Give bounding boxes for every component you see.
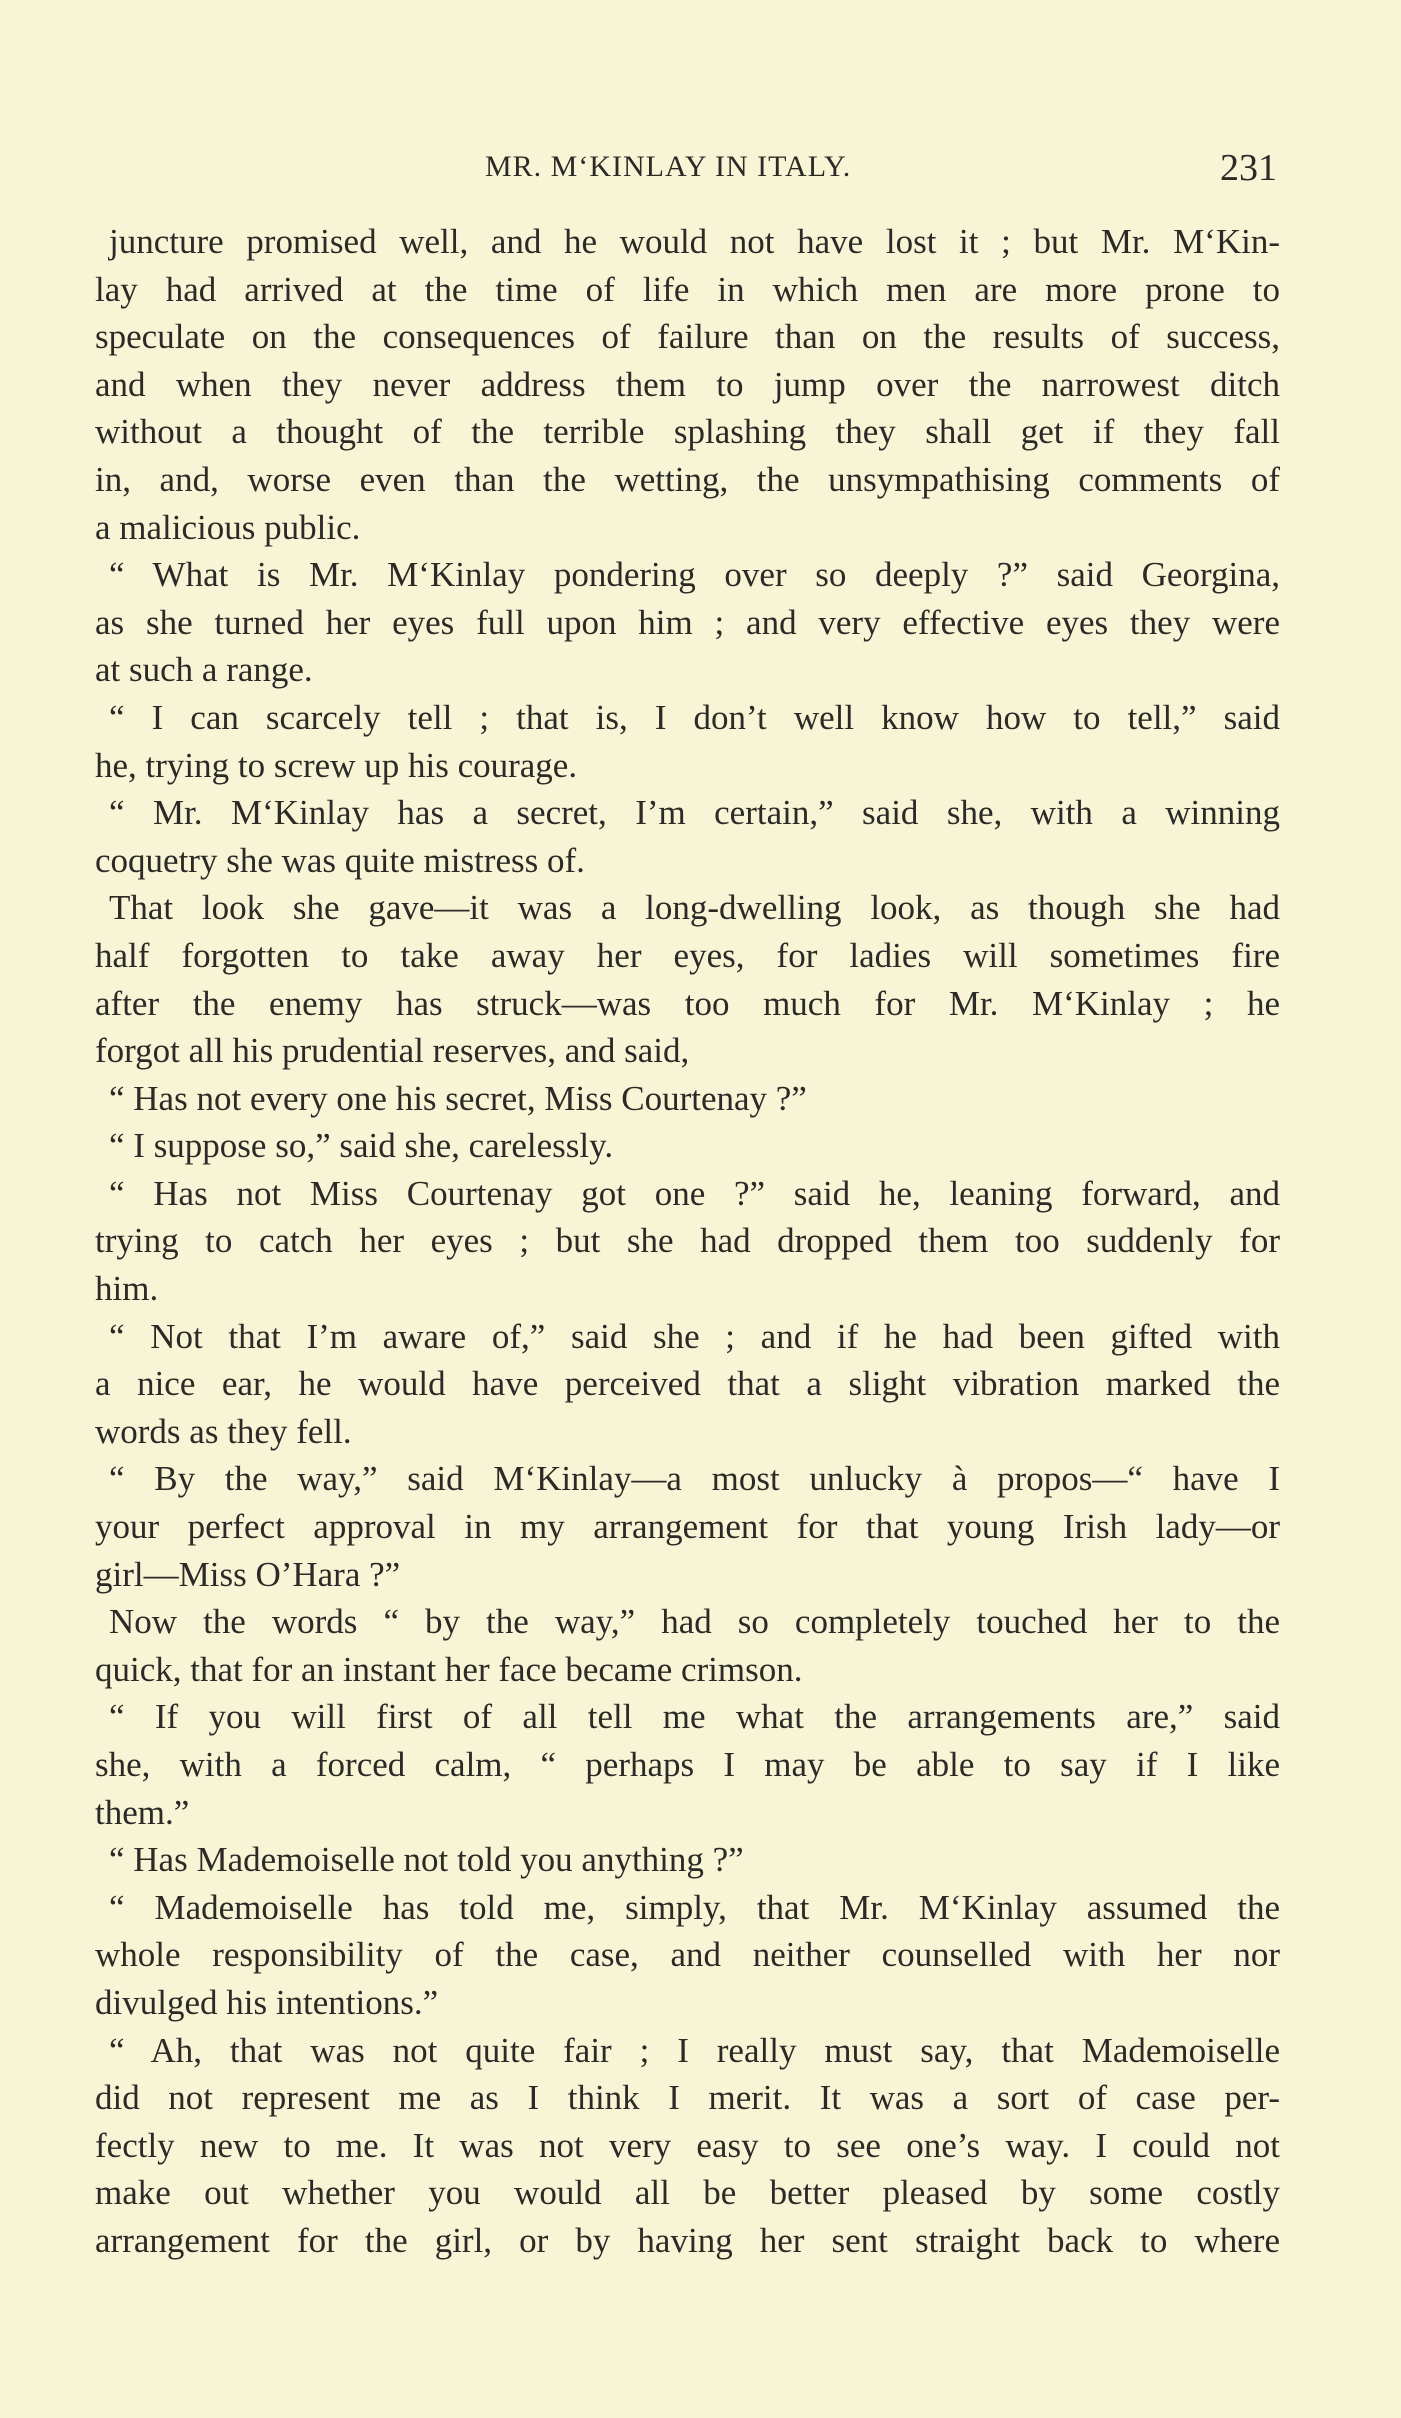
text-line: she, with a forced calm, “ perhaps I may be able to say if I like	[95, 1745, 1280, 1784]
text-line: “ Has Mademoiselle not told you anything ?”	[109, 1840, 744, 1880]
running-title: MR. M‘KINLAY IN ITALY.	[485, 150, 852, 183]
text-line: “ Has not every one his secret, Miss Courtenay ?”	[109, 1078, 807, 1118]
text-line: speculate on the consequences of failure than on the results of success,	[95, 317, 1280, 357]
text-line: without a thought of the terrible splashing they shall get if they fall	[95, 412, 1280, 452]
text-line: quick, that for an instant her face became crimson.	[95, 1649, 803, 1689]
text-line: whole responsibility of the case, and neither counselled with her nor	[95, 1935, 1280, 1975]
text-line: in, and, worse even than the wetting, the unsympathising comments of	[95, 459, 1280, 499]
text-line: arrangement for the girl, or by having her sent straight back to where	[95, 2220, 1280, 2260]
text-line: after the enemy has struck—was too much for Mr. M‘Kinlay ; he	[95, 983, 1280, 1023]
body-text	[95, 218, 1280, 2265]
text-line: them.”	[95, 1792, 190, 1832]
text-line: “ Ah, that was not quite fair ; I really must say, that Mademoiselle	[109, 2030, 1280, 2070]
text-line: That look she gave—it was a long-dwelling look, as though she had	[109, 888, 1280, 928]
text-line: “ By the way,” said M‘Kinlay—a most unlucky à propos—“ have I	[109, 1459, 1280, 1499]
text-line: “ Mademoiselle has told me, simply, that Mr. M‘Kinlay assumed the	[109, 1887, 1280, 1927]
page-header	[0, 147, 1401, 194]
text-line: “ What is Mr. M‘Kinlay pondering over so deeply ?” said Georgina,	[109, 555, 1280, 595]
text-line: “ Not that I’m aware of,” said she ; and if he had been gifted with	[109, 1316, 1280, 1356]
text-line: “ I can scarcely tell ; that is, I don’t well know how to tell,” said	[109, 697, 1280, 737]
text-line: as she turned her eyes full upon him ; and very effective eyes they were	[95, 602, 1280, 642]
text-line: did not represent me as I think I merit. It was a sort of case per-	[95, 2078, 1280, 2118]
text-line: make out whether you would all be better pleased by some costly	[95, 2173, 1280, 2213]
text-line: “ Has not Miss Courtenay got one ?” said he, leaning forward, and	[109, 1173, 1280, 1213]
text-line: trying to catch her eyes ; but she had dropped them too suddenly for	[95, 1221, 1280, 1261]
text-line: “ If you will first of all tell me what the arrangements are,” said	[109, 1697, 1280, 1737]
text-line: half forgotten to take away her eyes, for ladies will sometimes fire	[95, 935, 1280, 975]
text-line: a nice ear, he would have perceived that a slight vibration marked the	[95, 1364, 1280, 1404]
text-line: words as they fell.	[95, 1411, 352, 1451]
text-line: your perfect approval in my arrangement for that young Irish lady—or	[95, 1507, 1280, 1547]
text-line: lay had arrived at the time of life in which men are more prone to	[95, 269, 1280, 309]
page-number: 231	[1220, 147, 1277, 189]
text-line: Now the words “ by the way,” had so completely touched her to the	[109, 1602, 1280, 1642]
text-line: fectly new to me. It was not very easy to see one’s way. I could not	[95, 2125, 1280, 2165]
text-line: “ Mr. M‘Kinlay has a secret, I’m certain,” said she, with a winning	[109, 793, 1280, 833]
text-line: a malicious public.	[95, 507, 361, 547]
text-line: coquetry she was quite mistress of.	[95, 840, 585, 880]
text-line: divulged his intentions.”	[95, 1982, 439, 2022]
text-line: “ I suppose so,” said she, carelessly.	[109, 1126, 614, 1166]
text-line: at such a range.	[95, 650, 313, 690]
text-line: juncture promised well, and he would not have lost it ; but Mr. M‘Kin-	[109, 222, 1280, 261]
text-line: forgot all his prudential reserves, and said,	[95, 1031, 690, 1071]
text-line: and when they never address them to jump over the narrowest ditch	[95, 364, 1280, 404]
text-line: he, trying to screw up his courage.	[95, 745, 578, 785]
text-line: him.	[95, 1269, 159, 1309]
text-line: girl—Miss O’Hara ?”	[95, 1554, 401, 1594]
